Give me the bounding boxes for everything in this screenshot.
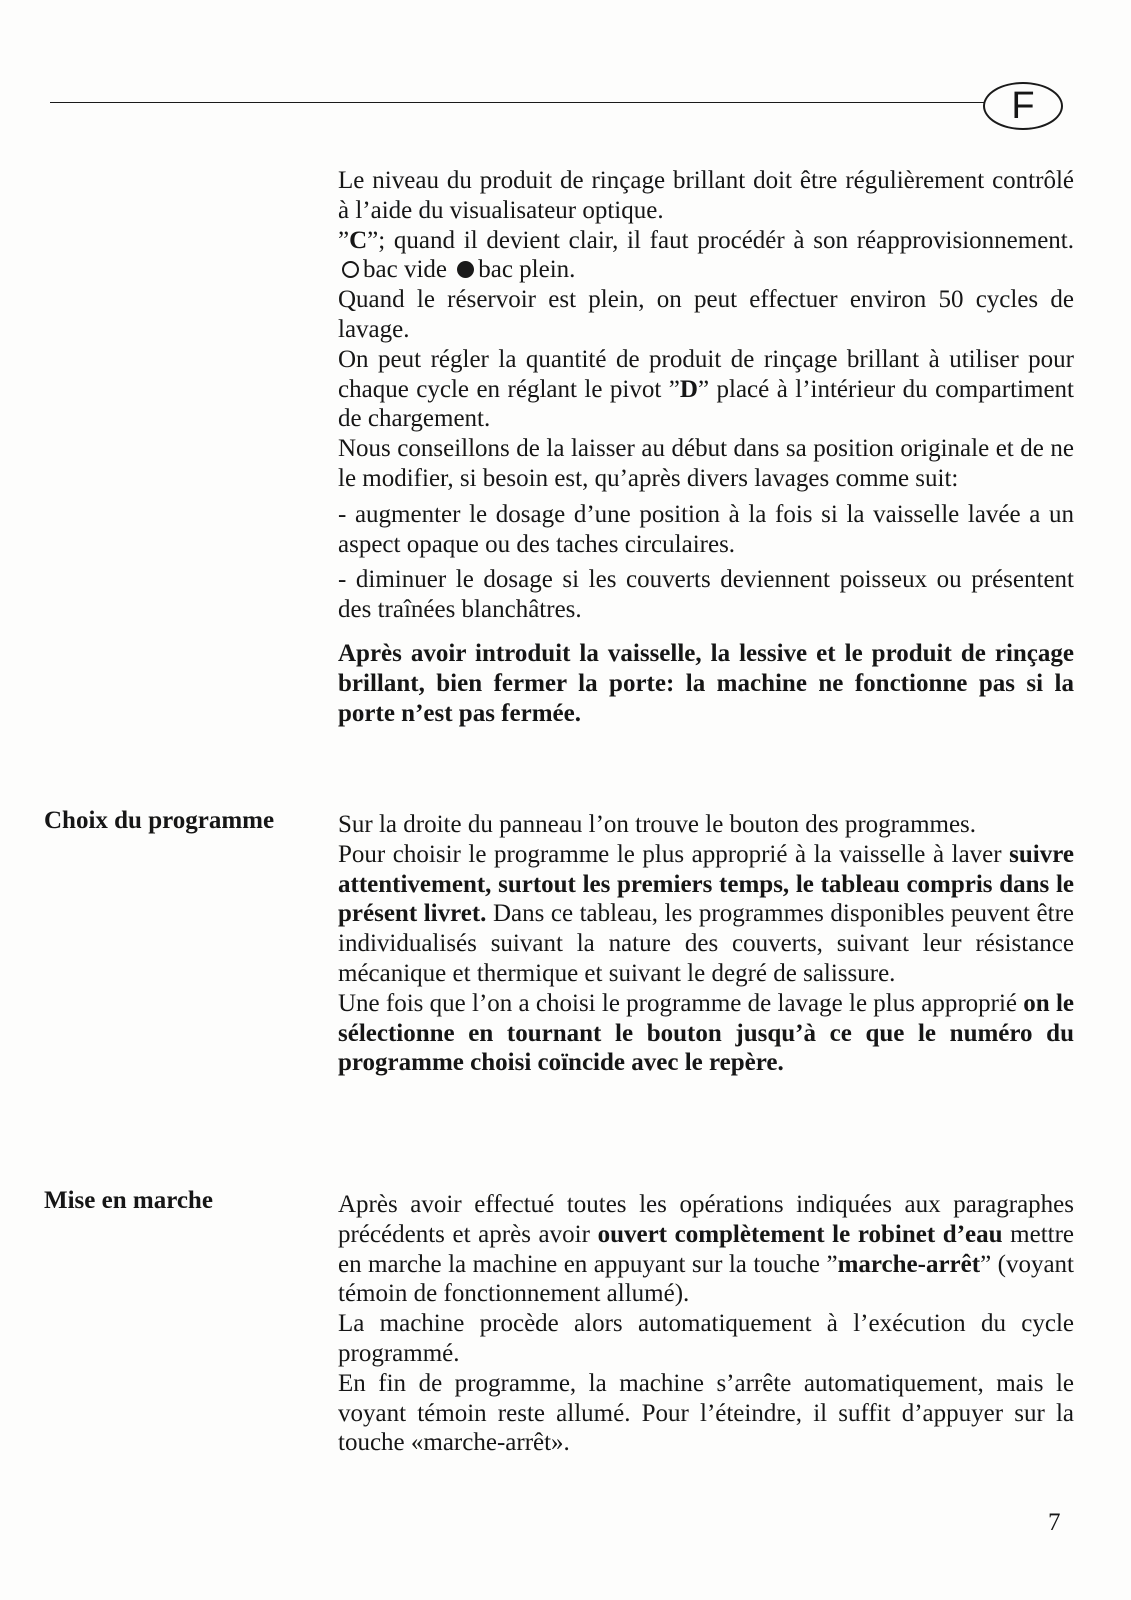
- start-section: [338, 1190, 1074, 1458]
- paragraph-level-check: Le niveau du produit de rinçage brillant doit être régulièrement contrôlé à l’aide du visualisateur optique.: [338, 167, 1074, 224]
- header-rule: [50, 102, 985, 103]
- page-number: 7: [1048, 1509, 1061, 1536]
- paragraph-program-knob: Sur la droite du panneau l’on trouve le bouton des programmes.: [338, 811, 977, 838]
- program-choice-section: [338, 810, 1074, 1078]
- paragraph-program-table: Pour choisir le programme le plus approprié à la vaisselle à laver suivre attentivement, surtout les premiers temps, le tableau compris dans le présent livret. Dans ce tableau, les programmes disponibles peuvent être individualisés suivant la nature des couverts, suivant leur résistance mécanique et thermique et suivant le degré de salissure.: [338, 840, 1074, 987]
- paragraph-advice: Nous conseillons de la laisser au début dans sa position originale et de ne le modifier, si besoin est, qu’après divers lavages comme suit:: [338, 435, 1074, 492]
- paragraph-end-program: En fin de programme, la machine s’arrête automatiquement, mais le voyant témoin reste allumé. Pour l’éteindre, il suffit d’appuyer sur la touche «marche-arrêt».: [338, 1369, 1074, 1457]
- open-circle-icon: [342, 261, 359, 278]
- paragraph-indicator: ”C”; quand il devient clair, il faut procédér à son réapprovisionnement. bac vide bac plein.: [338, 226, 1074, 284]
- warning-close-door: Après avoir introduit la vaisselle, la lessive et le produit de rinçage brillant, bien fermer la porte: la machine ne fonctionne pas si la porte n’est pas fermée.: [338, 639, 1074, 727]
- paragraph-program-select: Une fois que l’on a choisi le programme de lavage le plus approprié on le sélectionne en tournant le bouton jusqu’à ce que le numéro du programme choisi coïncide avec le repère.: [338, 989, 1074, 1077]
- rinse-aid-section: [338, 166, 1074, 728]
- paragraph-start-machine: Après avoir effectué toutes les opérations indiquées aux paragraphes précédents et après avoir ouvert complètement le robinet d’eau mettre en marche la machine en appuyant sur la touche ”marche-arrêt” (voyant témoin de fonctionnement allumé).: [338, 1191, 1075, 1308]
- paragraph-auto-cycle: La machine procède alors automatiquement à l’exécution du cycle programmé.: [338, 1310, 1074, 1367]
- heading-program-choice: Choix du programme: [44, 807, 275, 834]
- heading-start: Mise en marche: [44, 1187, 213, 1214]
- language-badge: F: [983, 82, 1063, 130]
- filled-circle-icon: [457, 261, 474, 278]
- paragraph-dosage-pivot: On peut régler la quantité de produit de rinçage brillant à utiliser pour chaque cycle en réglant le pivot ”D” placé à l’intérieur du compartiment de chargement.: [338, 345, 1074, 433]
- list-item-decrease: - diminuer le dosage si les couverts deviennent poisseux ou présentent des traînées blanchâtres.: [338, 566, 1074, 624]
- paragraph-capacity: Quand le réservoir est plein, on peut effectuer environ 50 cycles de lavage.: [338, 286, 1074, 343]
- list-item-increase: - augmenter le dosage d’une position à la fois si la vaisselle lavée a un aspect opaque ou des taches circulaires.: [338, 500, 1074, 558]
